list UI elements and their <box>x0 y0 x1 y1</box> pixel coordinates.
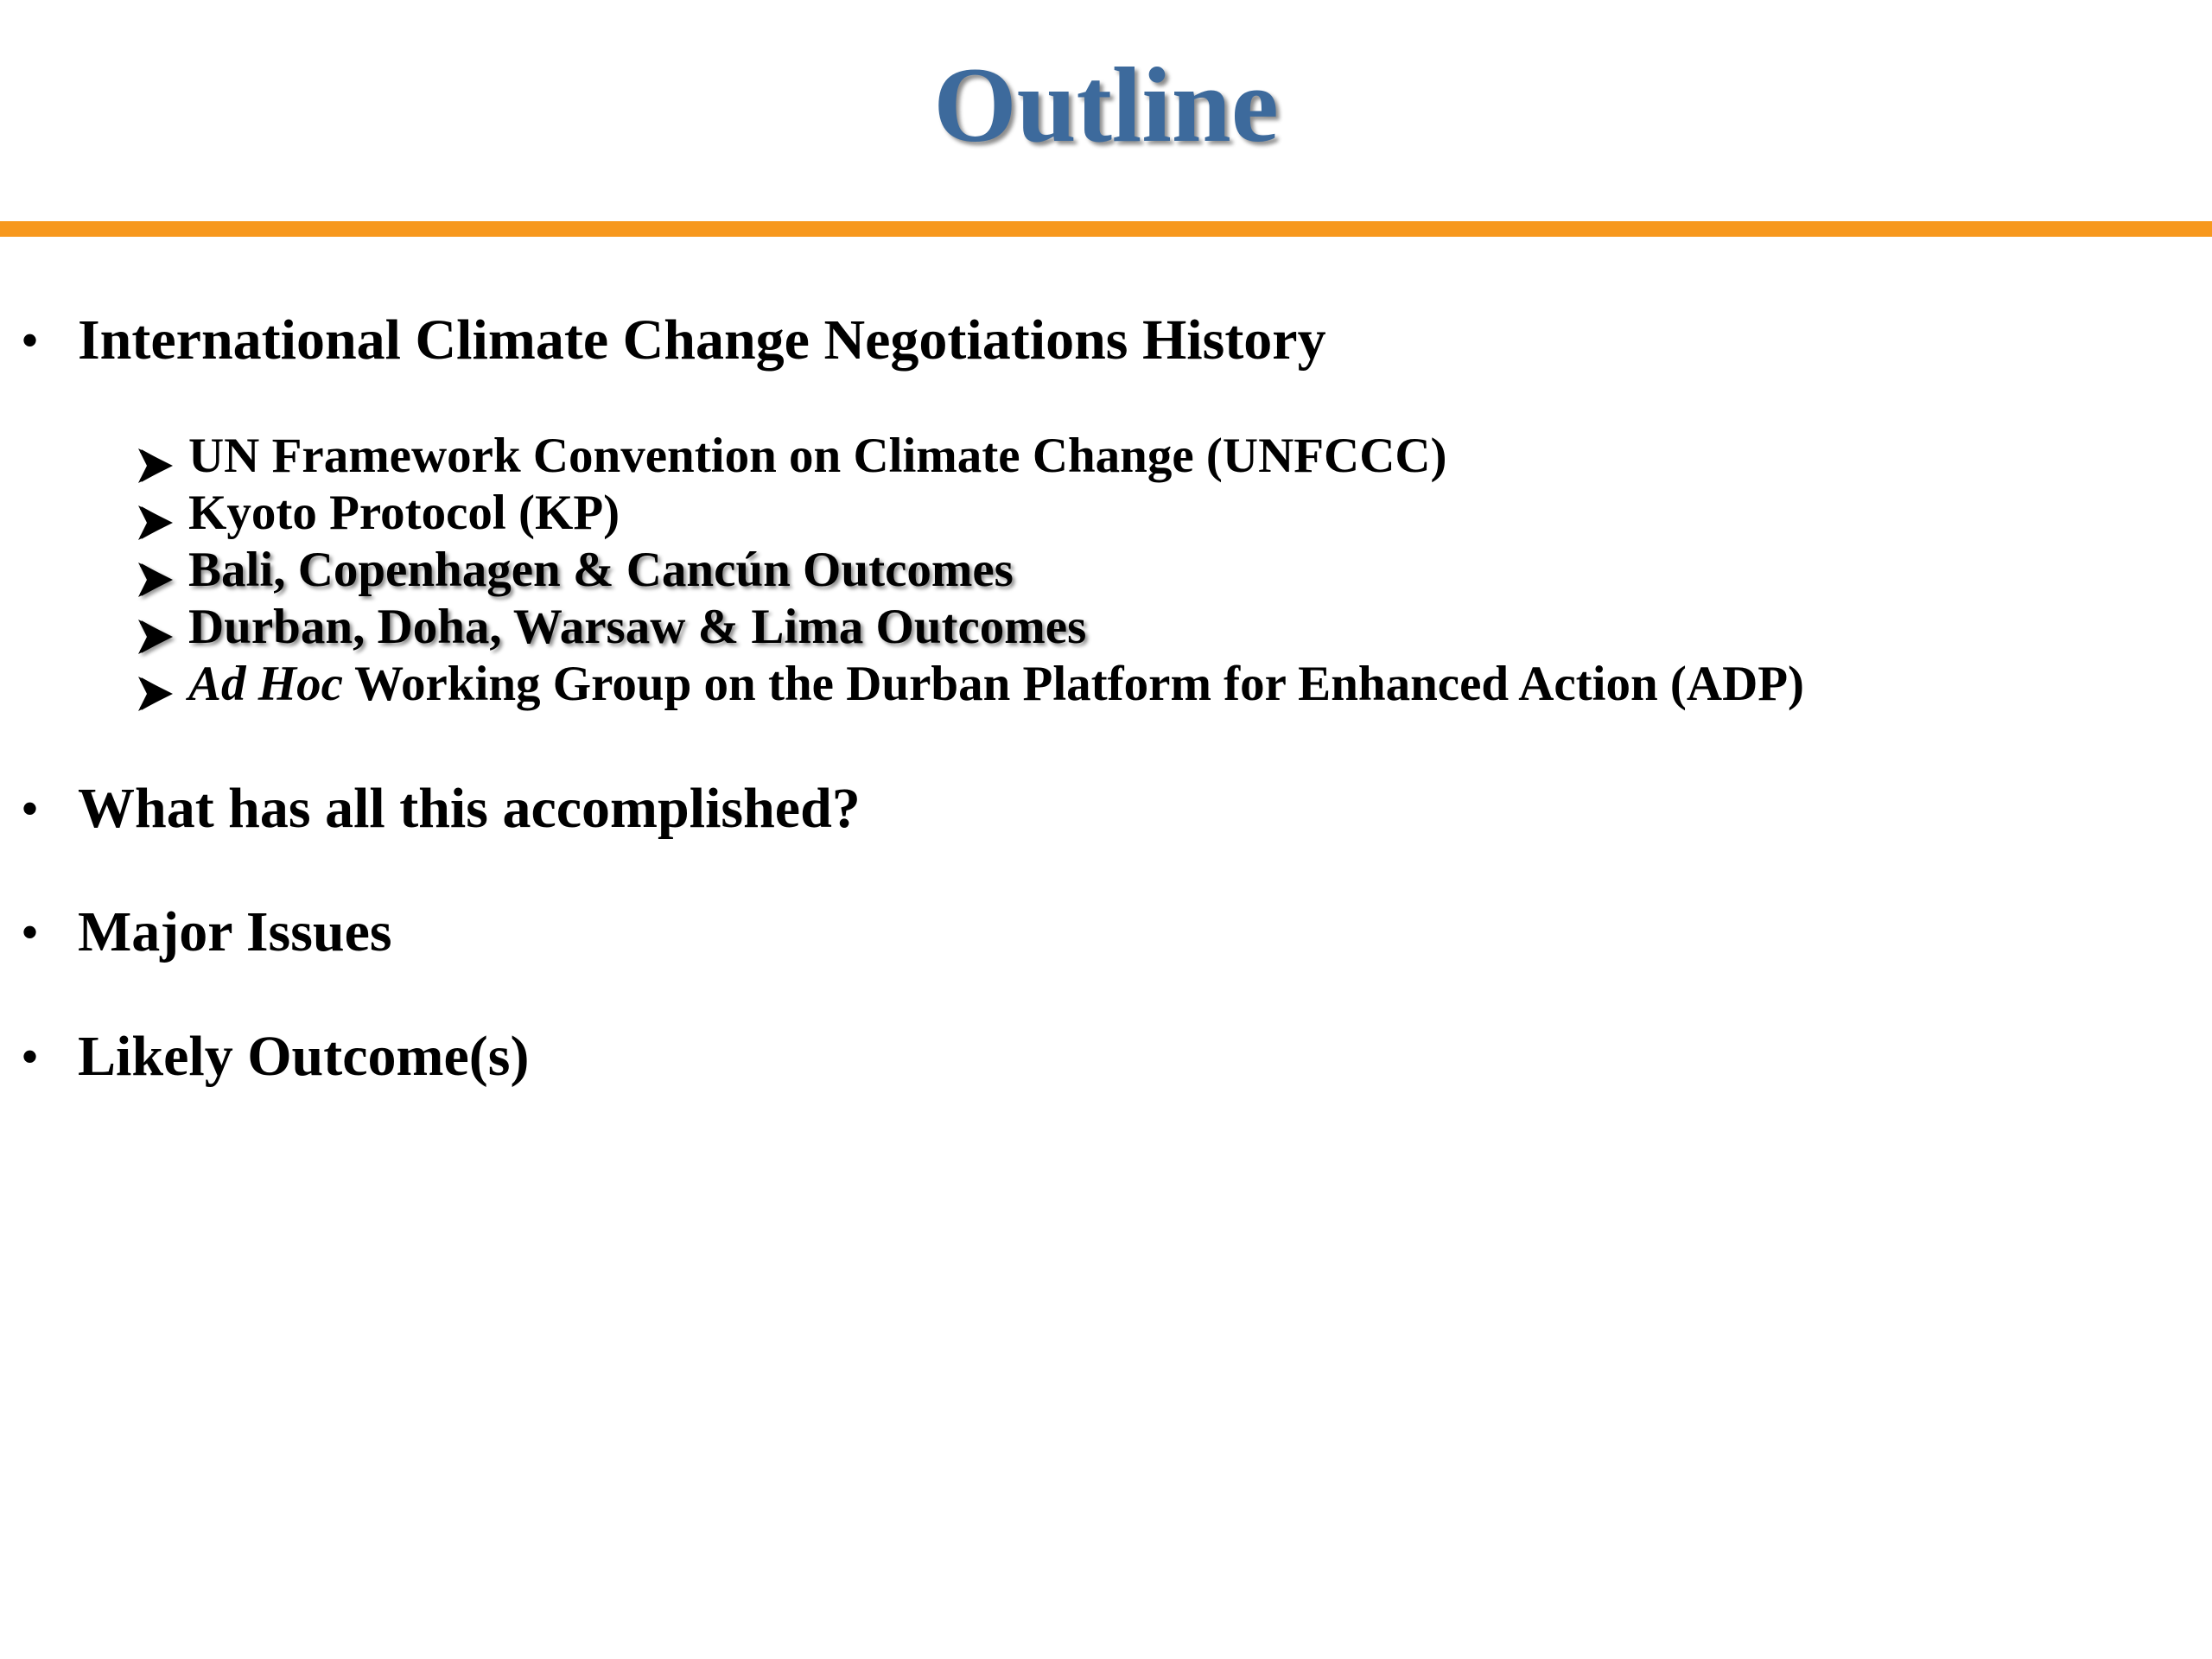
arrow-bullet-icon <box>138 667 173 702</box>
sub-item-text-rest: Working Group on the Durban Platform for Enhanced Action (ADP) <box>342 657 1805 711</box>
sub-item-text: UN Framework Convention on Climate Change (UNFCCC) <box>188 429 1447 483</box>
sub-item-text-italic: Ad Hoc <box>188 657 343 711</box>
bullet-text: Major Issues <box>78 900 392 963</box>
bullet-marker: • <box>21 312 40 369</box>
bullet-text: International Climate Change Negotiations History <box>78 308 1326 372</box>
bullet-marker: • <box>21 1028 40 1085</box>
bullet-marker: • <box>21 904 40 961</box>
bullet-marker: • <box>21 780 40 837</box>
slide-title: Outline <box>933 46 1279 164</box>
title-divider <box>0 221 2212 237</box>
sub-item-text <box>188 656 1804 713</box>
sub-item-text: Bali, Copenhagen & Cancún Outcomes <box>188 543 1014 597</box>
bullet-text: What has all this accomplished? <box>78 777 861 840</box>
arrow-bullet-icon <box>138 610 173 645</box>
bullet-text: Likely Outcome(s) <box>78 1025 530 1088</box>
arrow-bullet-icon <box>138 553 173 588</box>
arrow-bullet-icon <box>138 439 173 474</box>
arrow-bullet-icon <box>138 496 173 531</box>
sub-item-text: Kyoto Protocol (KP) <box>188 486 620 540</box>
sub-item-text: Durban, Doha, Warsaw & Lima Outcomes <box>188 600 1087 654</box>
